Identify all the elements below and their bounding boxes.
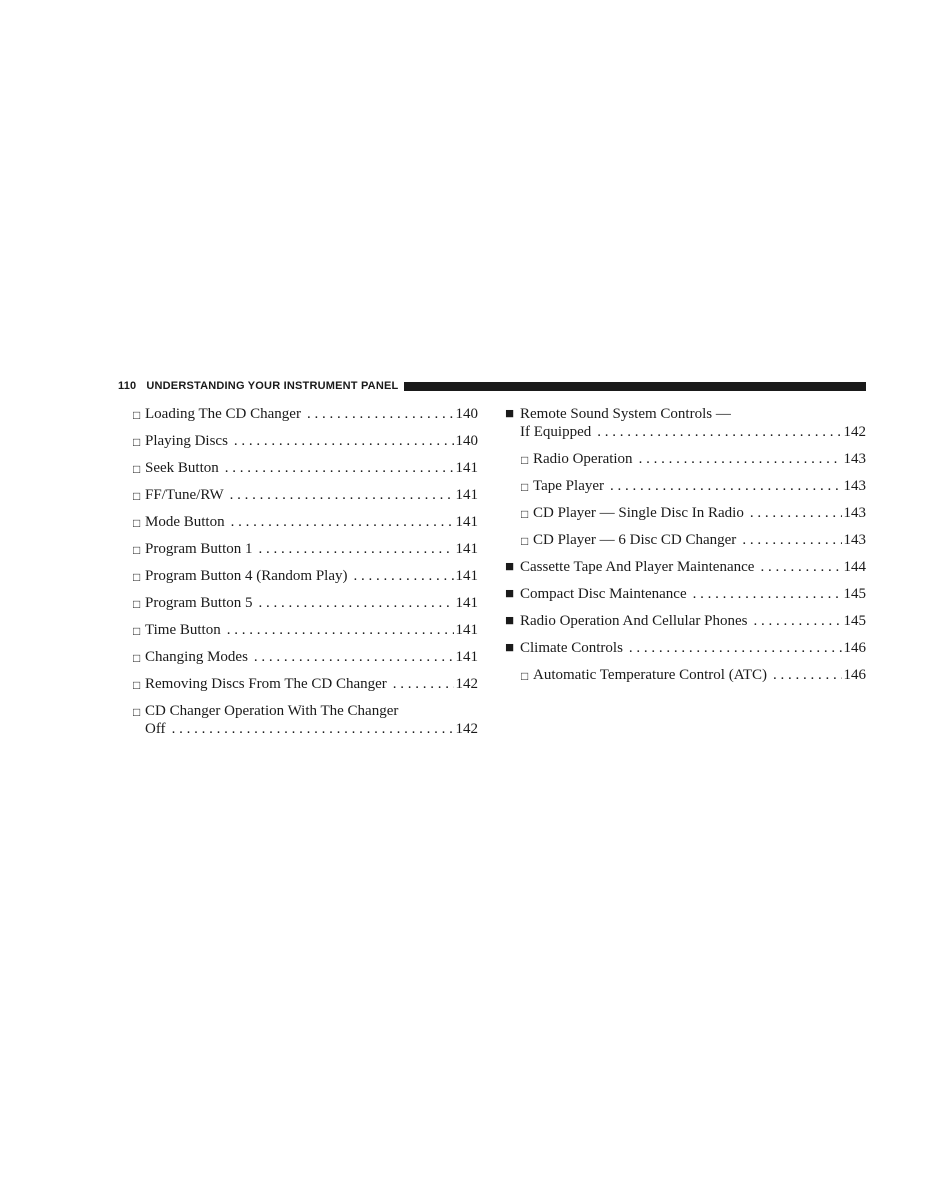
hollow-square-bullet-icon: □ xyxy=(133,651,141,665)
toc-entry-page: 146 xyxy=(843,667,866,683)
leader-dots xyxy=(760,558,841,576)
toc-entry[interactable] xyxy=(133,702,478,738)
toc-entry[interactable] xyxy=(133,405,478,423)
toc-entry[interactable] xyxy=(133,648,478,666)
toc-entry[interactable] xyxy=(133,621,478,639)
leader-dots xyxy=(225,459,454,477)
toc-entry-text: Automatic Temperature Control (ATC) xyxy=(533,667,768,683)
toc-entry-page: 141 xyxy=(455,568,478,584)
leader-dots xyxy=(610,477,841,495)
toc-entry[interactable] xyxy=(133,459,478,477)
toc-entry-page: 141 xyxy=(455,541,478,557)
hollow-square-bullet-icon: □ xyxy=(521,534,529,548)
filled-square-bullet-icon: ■ xyxy=(505,640,515,656)
leader-dots xyxy=(597,423,841,441)
toc-entry-text: Removing Discs From The CD Changer xyxy=(145,676,387,692)
leader-dots xyxy=(259,540,454,558)
toc-entry-page: 145 xyxy=(843,613,866,629)
toc-entry-text: Time Button xyxy=(145,622,221,638)
toc-entry-text: CD Player — 6 Disc CD Changer xyxy=(533,532,737,548)
hollow-square-bullet-icon: □ xyxy=(521,453,529,467)
toc-entry-text: CD Player — Single Disc In Radio xyxy=(533,505,744,521)
leader-dots xyxy=(773,666,841,684)
toc-entry-page: 141 xyxy=(455,514,478,530)
filled-square-bullet-icon: ■ xyxy=(505,613,515,629)
toc-entry-page: 146 xyxy=(843,640,866,656)
toc-left-column xyxy=(133,405,478,747)
toc-entry[interactable] xyxy=(133,486,478,504)
toc-entry-page: 141 xyxy=(455,595,478,611)
leader-dots xyxy=(629,639,842,657)
toc-entry-page: 141 xyxy=(455,649,478,665)
leader-dots xyxy=(259,594,454,612)
leader-dots xyxy=(354,567,454,585)
toc-entry[interactable] xyxy=(133,540,478,558)
toc-entry[interactable] xyxy=(133,567,478,585)
toc-entry-text: FF/Tune/RW xyxy=(145,487,224,503)
page-header xyxy=(118,379,866,393)
leader-dots xyxy=(231,513,454,531)
toc-entry-text: Cassette Tape And Player Maintenance xyxy=(520,559,755,575)
toc-entry-text: Loading The CD Changer xyxy=(145,406,301,422)
leader-dots xyxy=(234,432,454,450)
hollow-square-bullet-icon: □ xyxy=(133,543,141,557)
toc-entry-text: If Equipped xyxy=(520,424,592,440)
leader-dots xyxy=(639,450,842,468)
leader-dots xyxy=(753,612,841,630)
toc-entry-text: Radio Operation xyxy=(533,451,633,467)
toc-entry-page: 144 xyxy=(843,559,866,575)
leader-dots xyxy=(307,405,454,423)
toc-entry[interactable] xyxy=(505,477,866,495)
toc-entry[interactable] xyxy=(505,405,866,441)
filled-square-bullet-icon: ■ xyxy=(505,406,515,422)
toc-entry-text: Playing Discs xyxy=(145,433,228,449)
toc-entry-text: Tape Player xyxy=(533,478,605,494)
toc-entry-page: 141 xyxy=(455,487,478,503)
section-title: UNDERSTANDING YOUR INSTRUMENT PANEL xyxy=(146,380,399,392)
toc-entry[interactable] xyxy=(133,513,478,531)
hollow-square-bullet-icon: □ xyxy=(521,669,529,683)
leader-dots xyxy=(227,621,454,639)
toc-entry-text: Changing Modes xyxy=(145,649,248,665)
toc-entry[interactable] xyxy=(505,666,866,684)
hollow-square-bullet-icon: □ xyxy=(133,489,141,503)
leader-dots xyxy=(393,675,454,693)
toc-entry-text: Program Button 5 xyxy=(145,595,253,611)
hollow-square-bullet-icon: □ xyxy=(133,678,141,692)
hollow-square-bullet-icon: □ xyxy=(133,705,141,719)
toc-entry-page: 143 xyxy=(843,451,866,467)
hollow-square-bullet-icon: □ xyxy=(133,597,141,611)
toc-entry-text: Program Button 1 xyxy=(145,541,253,557)
toc-entry-text: Seek Button xyxy=(145,460,219,476)
toc-entry[interactable] xyxy=(505,639,866,657)
toc-entry-page: 142 xyxy=(455,676,478,692)
toc-entry[interactable] xyxy=(505,504,866,522)
hollow-square-bullet-icon: □ xyxy=(521,480,529,494)
toc-entry-text: Climate Controls xyxy=(520,640,623,656)
toc-entry-page: 141 xyxy=(455,460,478,476)
header-rule xyxy=(404,382,866,391)
toc-entry-page: 143 xyxy=(843,505,866,521)
toc-entry[interactable] xyxy=(505,450,866,468)
toc-entry-page: 142 xyxy=(455,721,478,737)
leader-dots xyxy=(172,720,454,738)
toc-entry[interactable] xyxy=(133,675,478,693)
toc-entry-page: 140 xyxy=(455,406,478,422)
leader-dots xyxy=(750,504,842,522)
filled-square-bullet-icon: ■ xyxy=(505,586,515,602)
hollow-square-bullet-icon: □ xyxy=(133,516,141,530)
toc-entry-page: 143 xyxy=(843,478,866,494)
toc-entry-page: 145 xyxy=(843,586,866,602)
toc-entry-text: Off xyxy=(145,721,166,737)
filled-square-bullet-icon: ■ xyxy=(505,559,515,575)
leader-dots xyxy=(254,648,454,666)
toc-entry-page: 143 xyxy=(843,532,866,548)
toc-entry-text-line1: CD Changer Operation With The Changer xyxy=(145,703,399,719)
hollow-square-bullet-icon: □ xyxy=(133,408,141,422)
leader-dots xyxy=(693,585,842,603)
toc-entry[interactable] xyxy=(133,594,478,612)
toc-entry-page: 142 xyxy=(843,424,866,440)
page-number: 110 xyxy=(118,380,137,392)
toc-entry-page: 140 xyxy=(455,433,478,449)
hollow-square-bullet-icon: □ xyxy=(521,507,529,521)
leader-dots xyxy=(230,486,454,504)
hollow-square-bullet-icon: □ xyxy=(133,435,141,449)
toc-right-column xyxy=(505,405,866,693)
toc-entry[interactable] xyxy=(505,612,866,630)
toc-entry[interactable] xyxy=(505,585,866,603)
toc-entry[interactable] xyxy=(505,558,866,576)
toc-entry[interactable] xyxy=(505,531,866,549)
toc-entry-text: Compact Disc Maintenance xyxy=(520,586,687,602)
toc-entry-text: Mode Button xyxy=(145,514,225,530)
hollow-square-bullet-icon: □ xyxy=(133,570,141,584)
toc-entry-page: 141 xyxy=(455,622,478,638)
hollow-square-bullet-icon: □ xyxy=(133,462,141,476)
toc-entry-text-line1: Remote Sound System Controls — xyxy=(520,406,731,422)
toc-entry[interactable] xyxy=(133,432,478,450)
leader-dots xyxy=(742,531,841,549)
toc-entry-text: Radio Operation And Cellular Phones xyxy=(520,613,748,629)
toc-entry-text: Program Button 4 (Random Play) xyxy=(145,568,348,584)
hollow-square-bullet-icon: □ xyxy=(133,624,141,638)
